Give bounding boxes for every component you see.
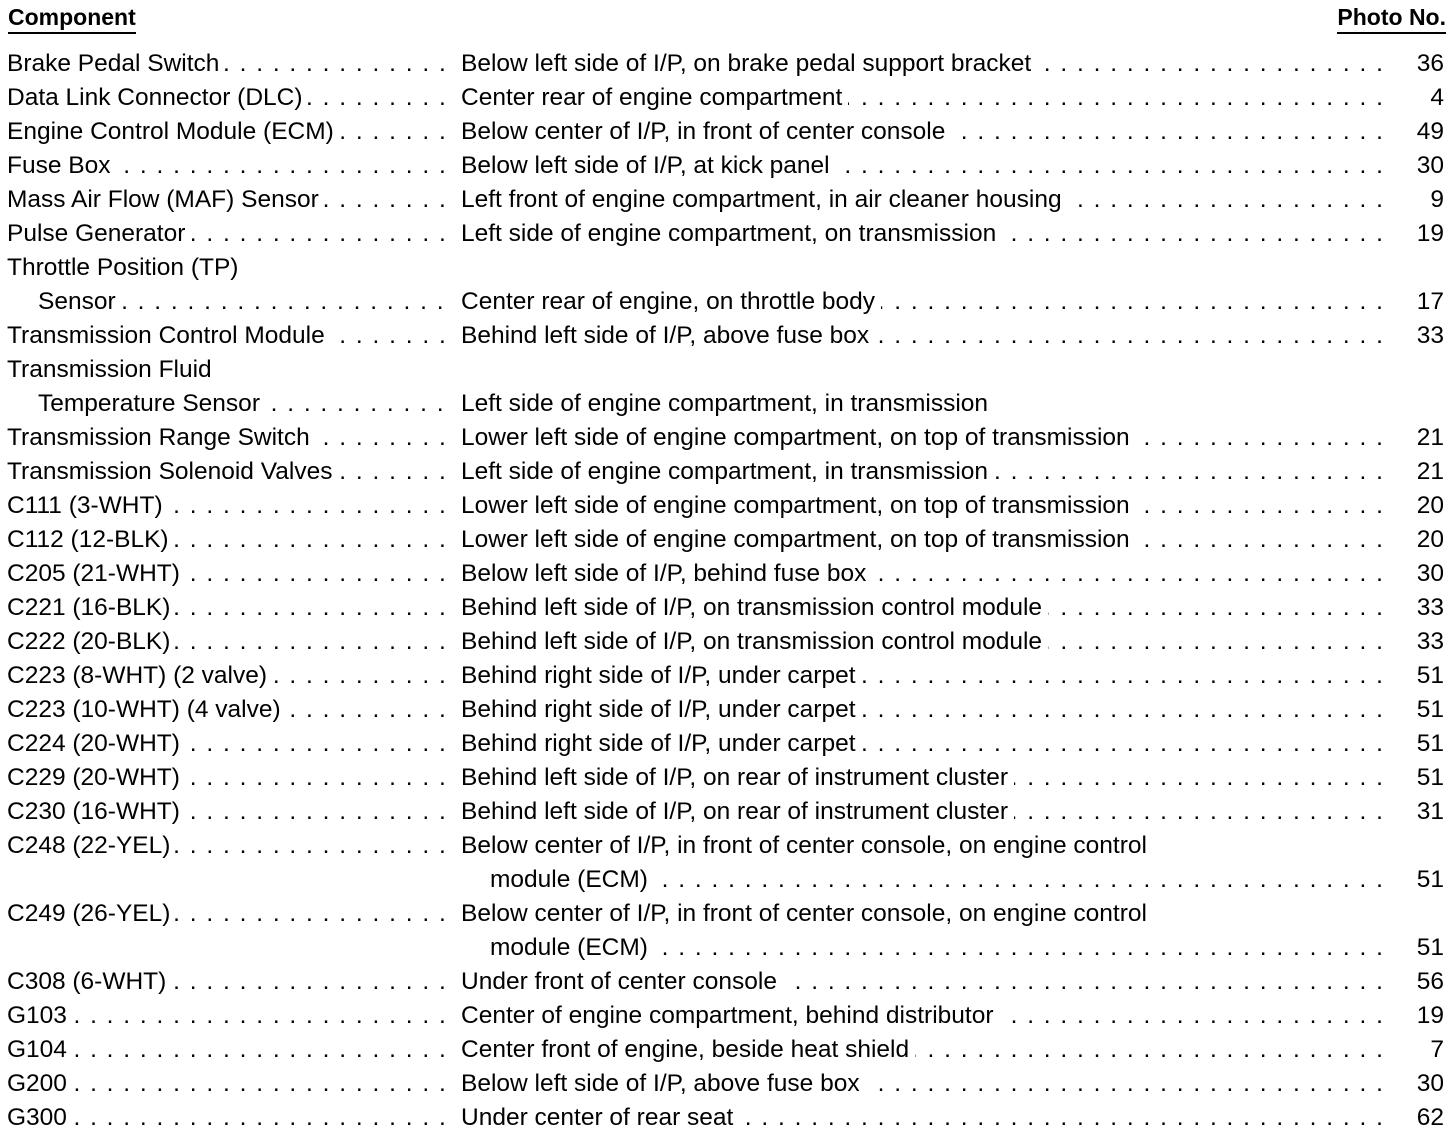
- component-name: C112 (12-BLK): [7, 526, 173, 553]
- location-cell: [461, 727, 1401, 761]
- table-row: [0, 1067, 1456, 1101]
- location-text: Behind right side of I/P, under carpet: [461, 730, 862, 757]
- location-cell: [461, 829, 1401, 863]
- table-row: [0, 557, 1456, 591]
- component-cell: [7, 489, 450, 523]
- location-cell: [461, 1101, 1401, 1135]
- table-row: [0, 47, 1456, 81]
- component-cell: [38, 387, 450, 421]
- component-name: C221 (16-BLK): [7, 594, 174, 621]
- location-cell: [461, 999, 1401, 1033]
- component-cell: [7, 795, 450, 829]
- table-row: [0, 455, 1456, 489]
- table-row: [0, 421, 1456, 455]
- location-text: Behind left side of I/P, above fuse box: [461, 322, 875, 349]
- photo-number: 20: [1394, 523, 1444, 557]
- component-cell: [7, 353, 450, 387]
- location-text-continued: module (ECM): [490, 934, 654, 961]
- photo-number: 51: [1394, 693, 1444, 727]
- location-cell: [461, 659, 1401, 693]
- location-cell: [461, 557, 1401, 591]
- table-row: [0, 999, 1456, 1033]
- table-row-continuation: [0, 931, 1456, 965]
- table-row: [0, 319, 1456, 353]
- location-text: Under center of rear seat: [461, 1104, 739, 1131]
- component-cell: [7, 149, 450, 183]
- location-text: Behind left side of I/P, on transmission control module: [461, 594, 1048, 621]
- component-cell: [7, 319, 450, 353]
- component-name: C223 (10-WHT) (4 valve): [7, 696, 285, 723]
- component-name: C205 (21-WHT): [7, 560, 184, 587]
- component-name: C230 (16-WHT): [7, 798, 184, 825]
- table-row: [0, 149, 1456, 183]
- component-cell: [7, 829, 450, 863]
- photo-number: 9: [1394, 183, 1444, 217]
- location-cell: [461, 591, 1401, 625]
- component-cell: [7, 591, 450, 625]
- location-cell: [461, 761, 1401, 795]
- photo-number: 7: [1394, 1033, 1444, 1067]
- table-row: [0, 523, 1456, 557]
- table-row: [0, 489, 1456, 523]
- component-cell: [7, 965, 450, 999]
- table-row: [0, 1033, 1456, 1067]
- component-name: G300: [7, 1104, 71, 1131]
- table-row: [0, 829, 1456, 863]
- location-cell: [461, 285, 1401, 319]
- component-name-continued: Sensor: [38, 288, 120, 315]
- location-text: Center front of engine, beside heat shield: [461, 1036, 915, 1063]
- component-name: G200: [7, 1070, 71, 1097]
- component-cell: [7, 1067, 450, 1101]
- table-row-continuation: [0, 863, 1456, 897]
- photo-number-column-header: Photo No.: [1337, 2, 1446, 34]
- component-name: C229 (20-WHT): [7, 764, 184, 791]
- photo-number: 20: [1394, 489, 1444, 523]
- table-row: [0, 115, 1456, 149]
- component-cell: [7, 183, 450, 217]
- component-name: Mass Air Flow (MAF) Sensor: [7, 186, 323, 213]
- location-text: Behind right side of I/P, under carpet: [461, 696, 862, 723]
- location-text: Behind left side of I/P, on rear of instrument cluster: [461, 798, 1014, 825]
- component-cell: [7, 897, 450, 931]
- component-location-table: [0, 47, 1456, 1135]
- location-text: Below left side of I/P, at kick panel: [461, 152, 836, 179]
- location-cell: [461, 965, 1401, 999]
- photo-number: 30: [1394, 557, 1444, 591]
- photo-number: 56: [1394, 965, 1444, 999]
- table-row: [0, 795, 1456, 829]
- location-cell: [461, 795, 1401, 829]
- table-row: [0, 625, 1456, 659]
- photo-number: 21: [1394, 421, 1444, 455]
- component-cell: [38, 285, 450, 319]
- location-text: Left side of engine compartment, in transmission: [461, 390, 994, 417]
- component-name: G104: [7, 1036, 71, 1063]
- photo-number: 51: [1394, 931, 1444, 965]
- table-row: [0, 659, 1456, 693]
- location-cell: [461, 455, 1401, 489]
- component-name: Brake Pedal Switch: [7, 50, 223, 77]
- location-text: Behind left side of I/P, on rear of instrument cluster: [461, 764, 1014, 791]
- location-cell: [461, 1033, 1401, 1067]
- photo-number: 31: [1394, 795, 1444, 829]
- location-cell: [461, 149, 1401, 183]
- table-row: [0, 81, 1456, 115]
- location-text: Below center of I/P, in front of center console, on engine control: [461, 900, 1153, 927]
- component-name: Pulse Generator: [7, 220, 189, 247]
- location-cell: [461, 217, 1401, 251]
- component-name: C223 (8-WHT) (2 valve): [7, 662, 271, 689]
- location-text: Behind right side of I/P, under carpet: [461, 662, 862, 689]
- location-text: Center rear of engine compartment: [461, 84, 848, 111]
- table-row: [0, 251, 1456, 285]
- table-row: [0, 217, 1456, 251]
- component-name-continued: Temperature Sensor: [38, 390, 264, 417]
- component-cell: [7, 115, 450, 149]
- location-cell: [461, 489, 1401, 523]
- photo-number: 36: [1394, 47, 1444, 81]
- location-cell: [461, 421, 1401, 455]
- location-text: Below left side of I/P, behind fuse box: [461, 560, 872, 587]
- location-text-continued: module (ECM): [490, 866, 654, 893]
- photo-number: 51: [1394, 727, 1444, 761]
- component-name: Data Link Connector (DLC): [7, 84, 306, 111]
- photo-number: 4: [1394, 81, 1444, 115]
- location-text: Behind left side of I/P, on transmission control module: [461, 628, 1048, 655]
- table-row: [0, 727, 1456, 761]
- location-cell: [490, 931, 1401, 965]
- table-row: [0, 965, 1456, 999]
- table-row: [0, 693, 1456, 727]
- component-cell: [7, 659, 450, 693]
- location-text: Left side of engine compartment, in transmission: [461, 458, 994, 485]
- location-cell: [461, 387, 1401, 421]
- location-text: Left side of engine compartment, on transmission: [461, 220, 1002, 247]
- component-name: G103: [7, 1002, 71, 1029]
- component-name: Transmission Range Switch: [7, 424, 314, 451]
- component-cell: [7, 523, 450, 557]
- location-cell: [461, 319, 1401, 353]
- component-cell: [7, 1033, 450, 1067]
- component-name: Transmission Fluid: [7, 356, 216, 383]
- component-cell: [7, 557, 450, 591]
- photo-number: 21: [1394, 455, 1444, 489]
- component-name: Engine Control Module (ECM): [7, 118, 338, 145]
- location-text: Below left side of I/P, above fuse box: [461, 1070, 866, 1097]
- component-name: C224 (20-WHT): [7, 730, 184, 757]
- photo-number: 62: [1394, 1101, 1444, 1135]
- location-text: Lower left side of engine compartment, on top of transmission: [461, 526, 1136, 553]
- photo-number: 30: [1394, 1067, 1444, 1101]
- component-cell: [7, 217, 450, 251]
- component-name: Throttle Position (TP): [7, 254, 242, 281]
- photo-number: 17: [1394, 285, 1444, 319]
- component-cell: [7, 455, 450, 489]
- table-row: [0, 183, 1456, 217]
- location-text: Below left side of I/P, on brake pedal support bracket: [461, 50, 1037, 77]
- component-name: C248 (22-YEL): [7, 832, 174, 859]
- photo-number: 30: [1394, 149, 1444, 183]
- location-text: Under front of center console: [461, 968, 783, 995]
- component-name: C222 (20-BLK): [7, 628, 174, 655]
- location-cell: [461, 1067, 1401, 1101]
- table-row: [0, 897, 1456, 931]
- component-cell: [7, 693, 450, 727]
- table-row: [0, 1101, 1456, 1135]
- component-column-header: Component: [8, 2, 136, 34]
- component-cell: [7, 727, 450, 761]
- location-text: Lower left side of engine compartment, on top of transmission: [461, 424, 1136, 451]
- table-row-continuation: [0, 387, 1456, 421]
- table-row: [0, 761, 1456, 795]
- component-cell: [7, 251, 450, 285]
- location-text: Left front of engine compartment, in air cleaner housing: [461, 186, 1068, 213]
- component-name: C308 (6-WHT): [7, 968, 170, 995]
- component-name: C111 (3-WHT): [7, 492, 167, 519]
- location-cell: [490, 863, 1401, 897]
- location-cell: [461, 183, 1401, 217]
- component-name: Transmission Control Module: [7, 322, 329, 349]
- location-text: Below center of I/P, in front of center console, on engine control: [461, 832, 1153, 859]
- component-cell: [7, 625, 450, 659]
- photo-number: 33: [1394, 319, 1444, 353]
- component-cell: [7, 47, 450, 81]
- photo-number: 51: [1394, 863, 1444, 897]
- table-row: [0, 591, 1456, 625]
- photo-number: 19: [1394, 999, 1444, 1033]
- location-text: Below center of I/P, in front of center console: [461, 118, 951, 145]
- location-cell: [461, 897, 1401, 931]
- component-cell: [7, 761, 450, 795]
- component-cell: [7, 1101, 450, 1135]
- component-name: Transmission Solenoid Valves: [7, 458, 336, 485]
- table-row: [0, 353, 1456, 387]
- component-cell: [7, 999, 450, 1033]
- photo-number: 19: [1394, 217, 1444, 251]
- location-cell: [461, 115, 1401, 149]
- component-name: C249 (26-YEL): [7, 900, 174, 927]
- location-text: Center of engine compartment, behind distributor: [461, 1002, 1000, 1029]
- location-cell: [461, 523, 1401, 557]
- component-name: Fuse Box: [7, 152, 115, 179]
- location-cell: [461, 625, 1401, 659]
- location-cell: [461, 47, 1401, 81]
- location-text: Center rear of engine, on throttle body: [461, 288, 881, 315]
- location-cell: [461, 693, 1401, 727]
- photo-number: 51: [1394, 659, 1444, 693]
- location-text: Lower left side of engine compartment, on top of transmission: [461, 492, 1136, 519]
- component-cell: [7, 421, 450, 455]
- photo-number: 33: [1394, 625, 1444, 659]
- photo-number: 49: [1394, 115, 1444, 149]
- photo-number: 33: [1394, 591, 1444, 625]
- table-row-continuation: [0, 285, 1456, 319]
- photo-number: 51: [1394, 761, 1444, 795]
- location-cell: [461, 81, 1401, 115]
- component-cell: [7, 81, 450, 115]
